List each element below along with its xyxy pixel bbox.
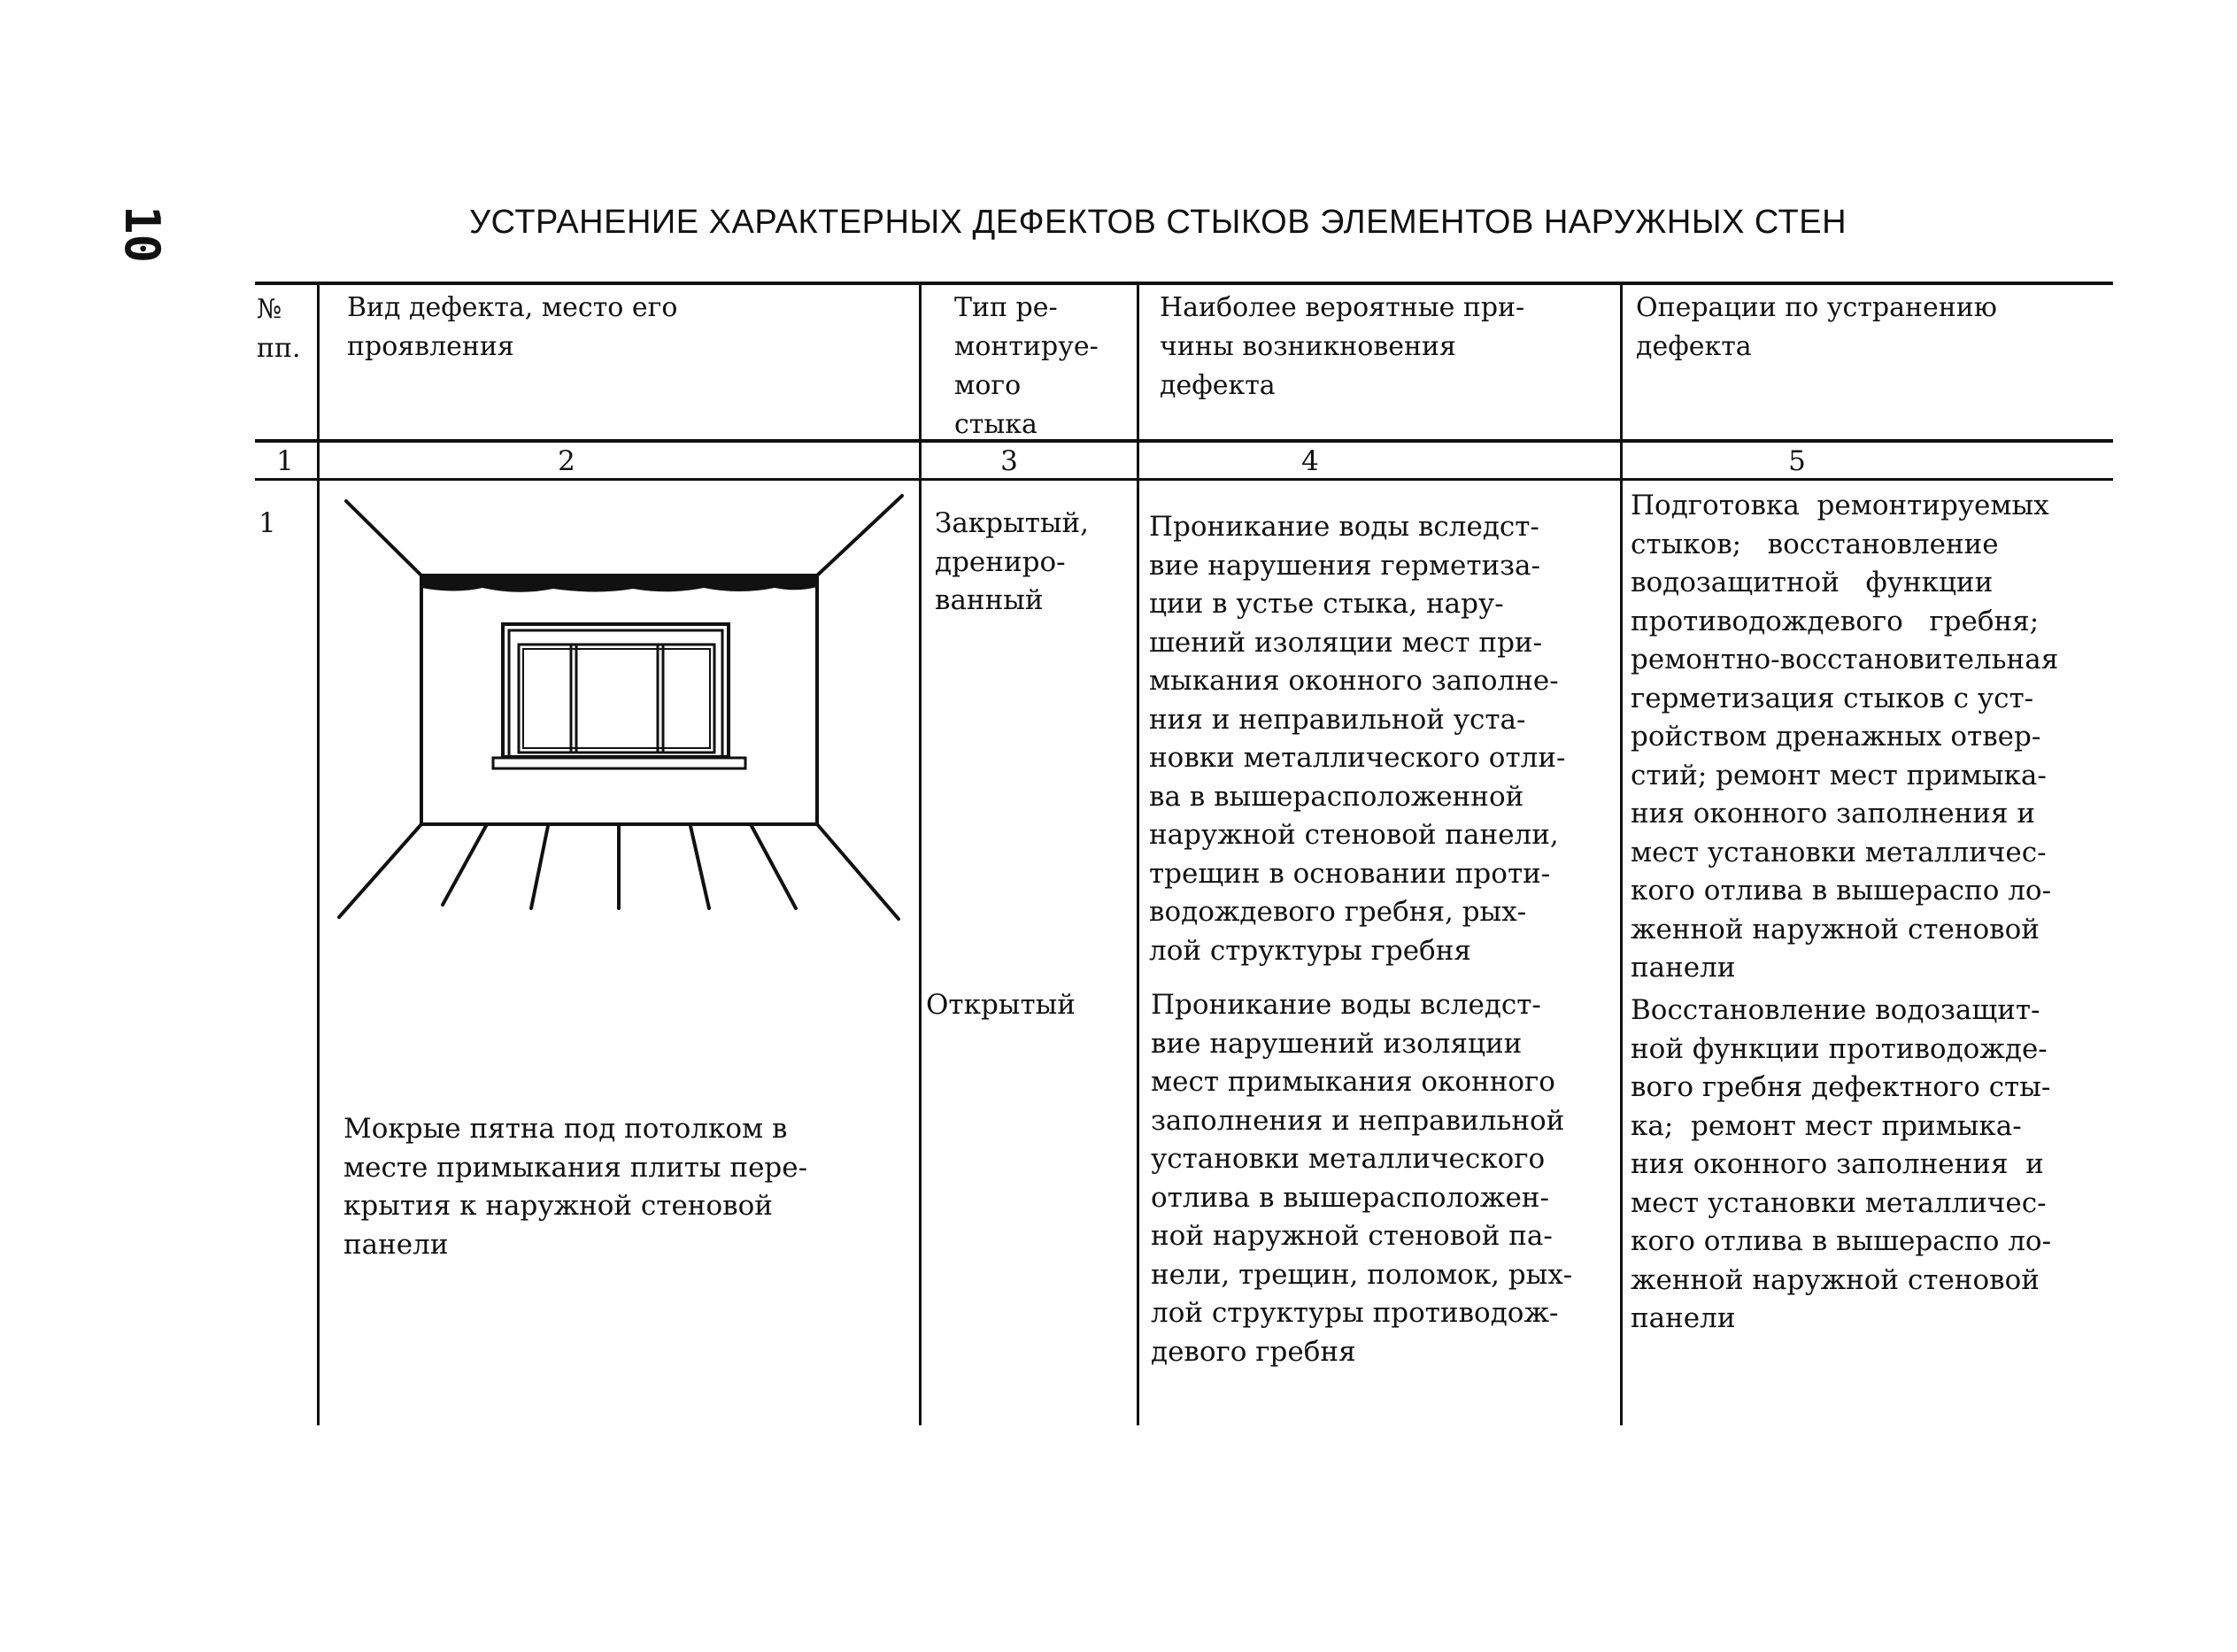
column-divider-1 [317,285,320,1425]
header-col-defect: Вид дефекта, место его проявления [347,292,678,362]
header-col-cause: Наиболее вероятные при- чины возникновения дефекта [1160,292,1525,401]
page-title: УСТРАНЕНИЕ ХАРАКТЕРНЫХ ДЕФЕКТОВ СТЫКОВ ЭЛЕМЕНТОВ НАРУЖНЫХ СТЕН [469,204,1847,241]
column-divider-4 [1620,285,1623,1425]
column-number-5: 5 [1788,445,1806,477]
cause-open: Проникание воды вследст- вие нарушений изоляции мест примыкания оконного заполнения и неправильной установки металлического отлива в вышерасположен- ной наружной стеновой па- нели, трещин, поломок, рых- лой структуры противодож- девого гребня [1151,989,1573,1368]
joint-type-closed: Закрытый, дрениро- ванный [935,507,1090,616]
column-number-3: 3 [1000,445,1018,477]
operations-closed: Подготовка ремонтируемых стыков; восстановление водозащитной функции противодождевого гребня; ремонтно-восстановительная герметизация стыков с уст- ройством дренажных отвер- стий; ремонт мест примыка- ния оконного заполнения и мест установки металличес- кого отлива в вышераспо ло- женной наружной стеновой панели [1631,490,2059,984]
header-col-number: № пп. [257,294,301,364]
table-top-rule [255,282,2113,285]
column-number-1: 1 [276,445,294,477]
row-number: 1 [258,507,276,539]
column-number-2: 2 [558,445,575,477]
column-divider-3 [1137,285,1139,1425]
room-wall-window-sketch [332,485,916,928]
header-col-operations: Операции по устранению дефекта [1636,292,1997,362]
column-divider-2 [919,285,922,1425]
joint-type-open: Открытый [926,989,1076,1021]
operations-open: Восстановление водозащит- ной функции противодожде- вого гребня дефектного сты- ка; ремонт мест примыка- ния оконного заполнения и мест установки металличес- кого отлива в вышераспо ло- женной наружной стеновой панели [1631,994,2052,1334]
page-number: 10 [114,205,170,264]
cause-closed: Проникание воды вследст- вие нарушения герметиза- ции в устье стыка, нару- шений изоляции мест при- мыкания оконного заполне- ния и неправильной уста- новки металлического отли- ва в вышерасположенной наружной стеновой панели, трещин в основании проти- водождевого гребня, рых- лой структуры гребня [1149,511,1566,967]
column-number-4: 4 [1301,445,1319,477]
defect-description: Мокрые пятна под потолком в месте примыкания плиты пере- крытия к наружной стеновой панели [343,1113,808,1261]
header-col-type: Тип ре- монтируе- мого стыка [954,292,1099,440]
